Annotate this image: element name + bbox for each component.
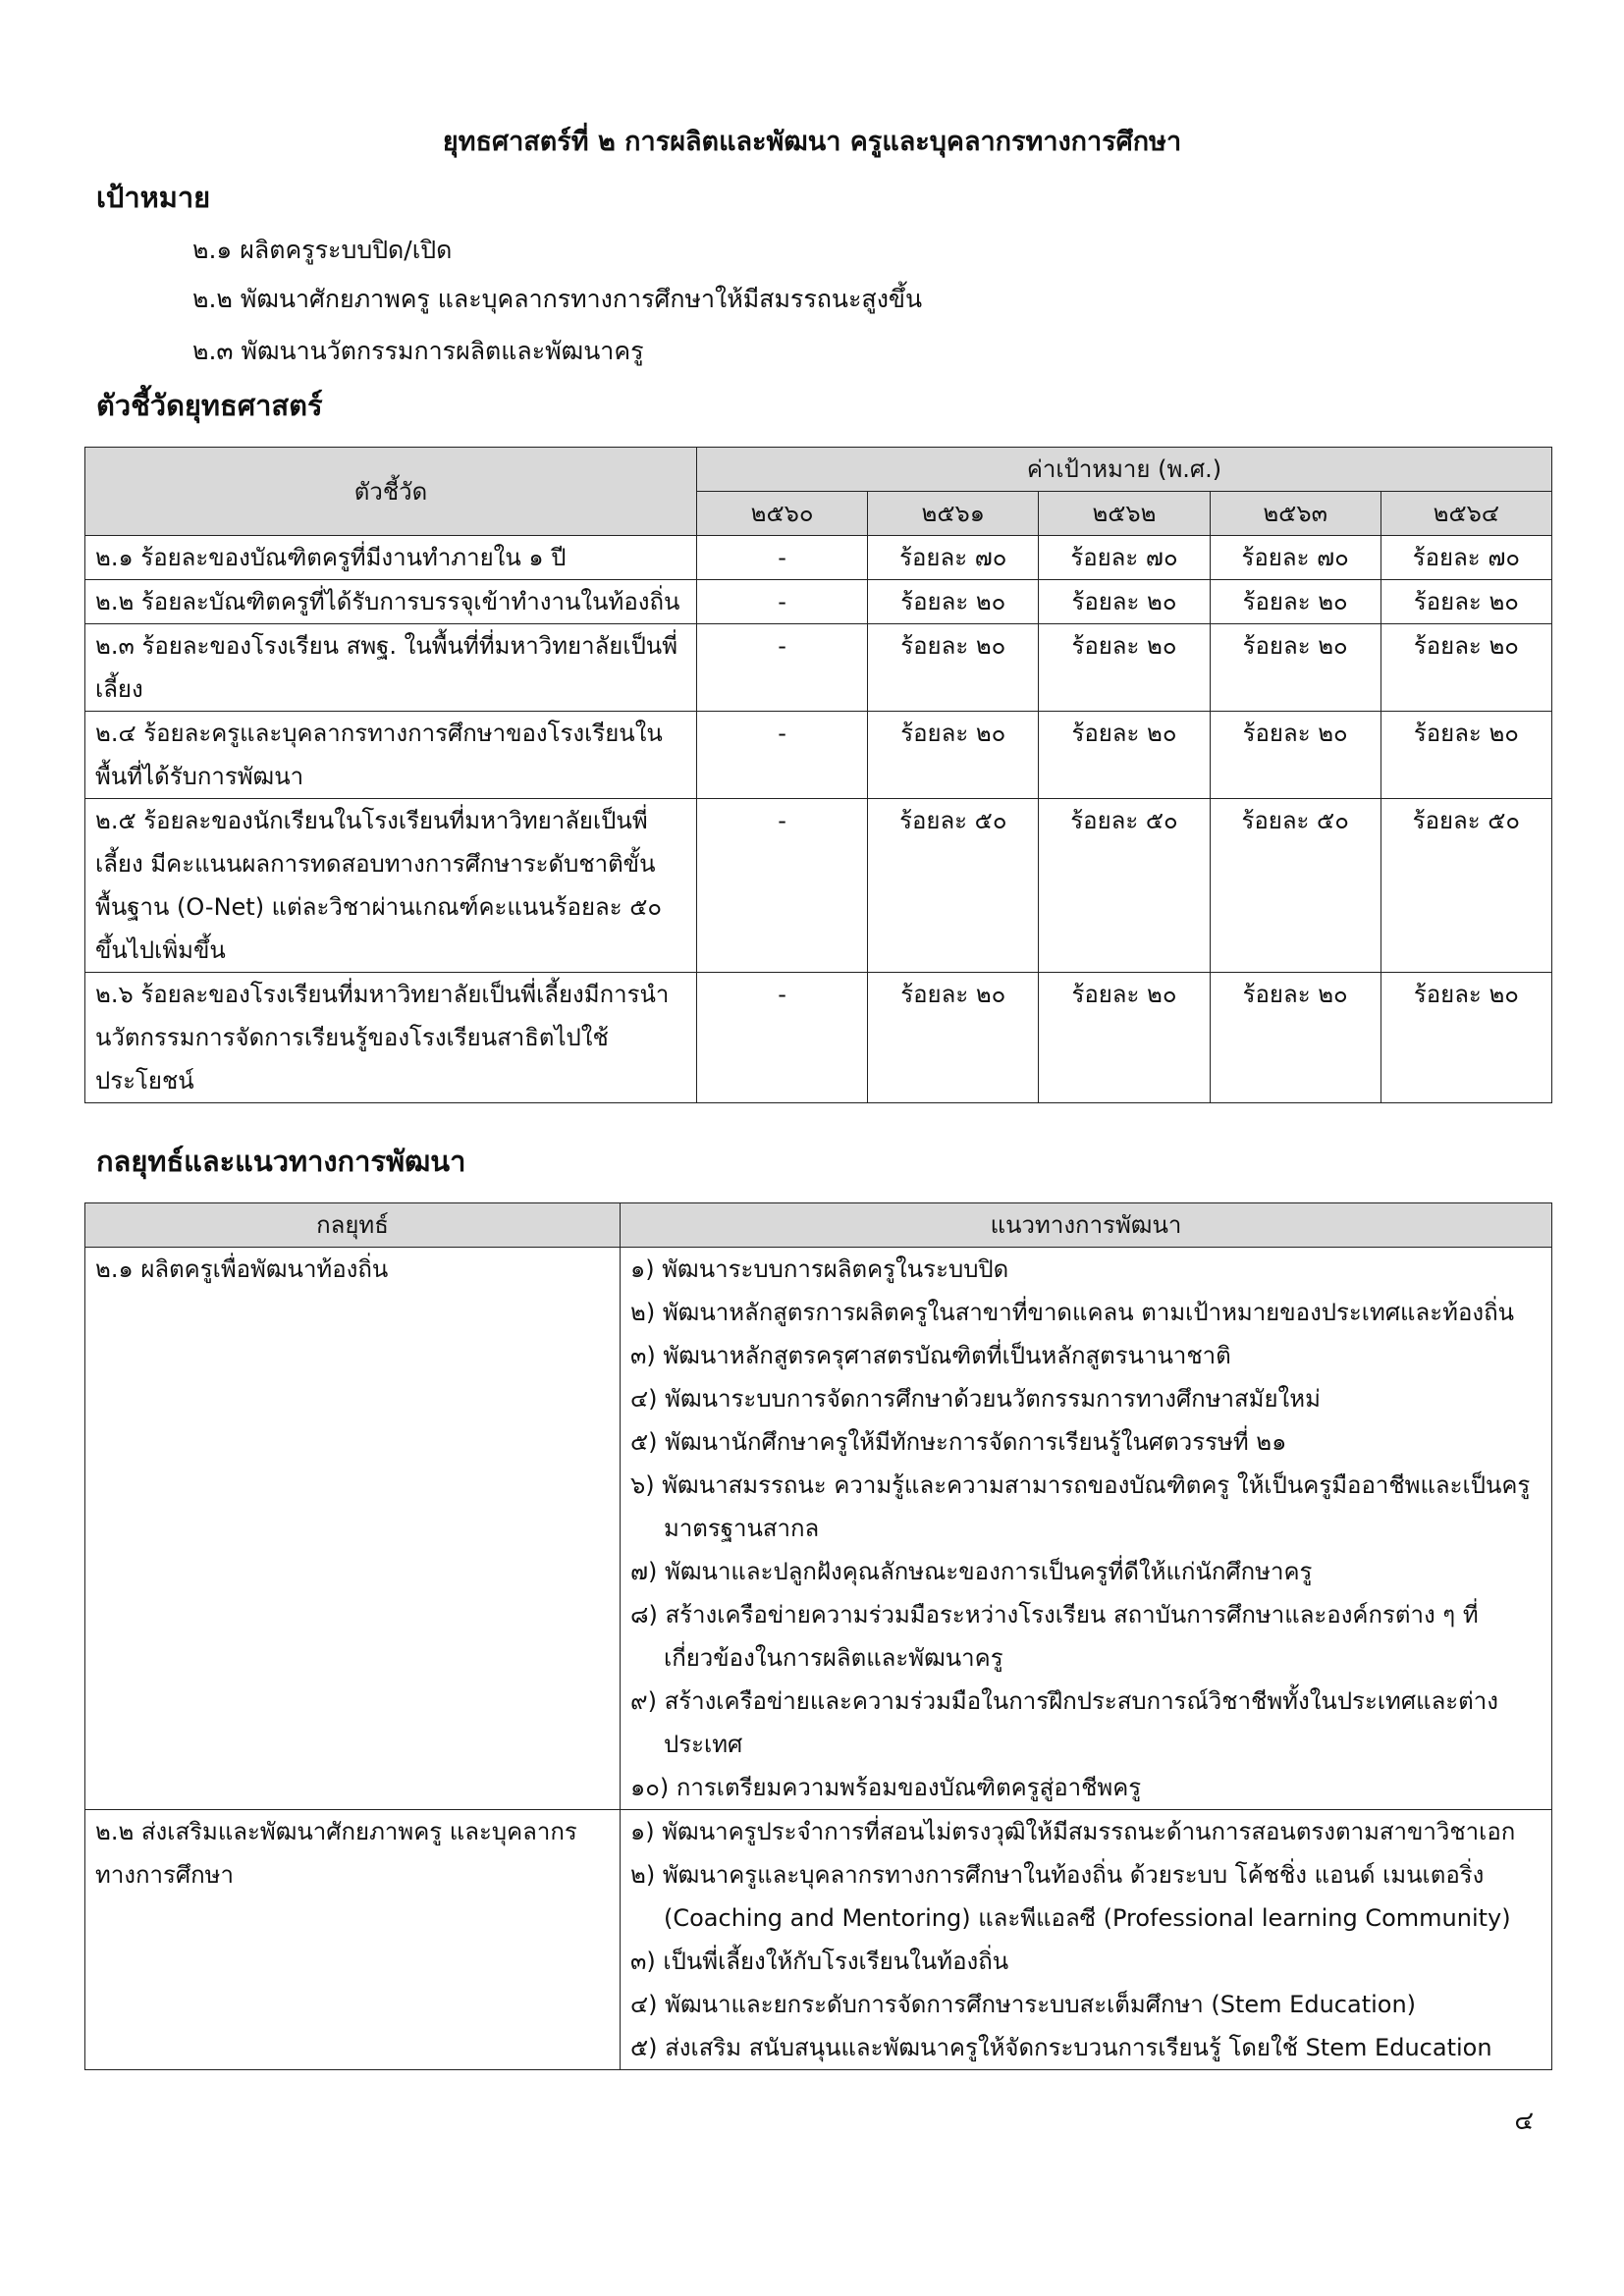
target-value: - <box>697 799 868 973</box>
indicator-label: ๒.๕ ร้อยละของนักเรียนในโรงเรียนที่มหาวิทยาลัยเป็นพี่เลี้ยง มีคะแนนผลการทดสอบทางการศึกษาระดับชาติขั้นพื้นฐาน (O-Net) แต่ละวิชาผ่านเกณฑ์คะแนนร้อยละ ๕๐ ขึ้นไปเพิ่มขึ้น <box>85 799 697 973</box>
target-value: ร้อยละ ๒๐ <box>1380 624 1551 712</box>
target-value: ร้อยละ ๒๐ <box>1210 973 1380 1103</box>
target-value: - <box>697 712 868 799</box>
goal-item: ๒.๑ ผลิตครูระบบปิด/เปิด <box>192 236 453 264</box>
indicator-row <box>85 580 1552 624</box>
guideline-column-header: แนวทางการพัฒนา <box>621 1203 1552 1248</box>
target-value: ร้อยละ ๗๐ <box>868 536 1039 580</box>
guideline-item: ๑) พัฒนาครูประจำการที่สอนไม่ตรงวุฒิให้มีสมรรถนะด้านการสอนตรงตามสาขาวิชาเอก <box>630 1818 1516 1845</box>
goal-item: ๒.๓ พัฒนานวัตกรรมการผลิตและพัฒนาครู <box>192 337 644 365</box>
target-value: - <box>697 536 868 580</box>
strategy-heading: กลยุทธ์และแนวทางการพัฒนา <box>96 1145 466 1178</box>
target-value: ร้อยละ ๗๐ <box>1039 536 1210 580</box>
target-value: ร้อยละ ๕๐ <box>1380 799 1551 973</box>
guideline-item: ๓) เป็นพี่เลี้ยงให้กับโรงเรียนในท้องถิ่น <box>630 1948 1009 1975</box>
target-value: ร้อยละ ๒๐ <box>1210 580 1380 624</box>
target-column-header: ค่าเป้าหมาย (พ.ศ.) <box>697 448 1552 492</box>
guideline-item: ๓) พัฒนาหลักสูตรครุศาสตรบัณฑิตที่เป็นหลักสูตรนานาชาติ <box>630 1342 1231 1369</box>
target-value: - <box>697 580 868 624</box>
guideline-item: ๗) พัฒนาและปลูกฝังคุณลักษณะของการเป็นครูที่ดีให้แก่นักศึกษาครู <box>630 1558 1313 1585</box>
goal-item: ๒.๒ พัฒนาศักยภาพครู และบุคลากรทางการศึกษาให้มีสมรรถนะสูงขึ้น <box>192 285 923 313</box>
target-value: ร้อยละ ๒๐ <box>1210 712 1380 799</box>
guideline-list <box>630 1248 1542 1809</box>
guideline-cell <box>621 1810 1552 2070</box>
target-value: ร้อยละ ๗๐ <box>1380 536 1551 580</box>
strategy-label: ๒.๒ ส่งเสริมและพัฒนาศักยภาพครู และบุคลากรทางการศึกษา <box>85 1810 621 2070</box>
guideline-cell <box>621 1248 1552 1810</box>
indicator-row <box>85 712 1552 799</box>
year-header: ๒๕๖๔ <box>1380 492 1551 536</box>
target-value: ร้อยละ ๒๐ <box>1380 973 1551 1103</box>
indicator-label: ๒.๔ ร้อยละครูและบุคลากรทางการศึกษาของโรงเรียนในพื้นที่ได้รับการพัฒนา <box>85 712 697 799</box>
guideline-list <box>630 1810 1542 2069</box>
target-value: ร้อยละ ๕๐ <box>868 799 1039 973</box>
target-value: ร้อยละ ๒๐ <box>1210 624 1380 712</box>
indicator-label: ๒.๓ ร้อยละของโรงเรียน สพฐ. ในพื้นที่ที่มหาวิทยาลัยเป็นพี่เลี้ยง <box>85 624 697 712</box>
guideline-item: ๒) พัฒนาครูและบุคลากรทางการศึกษาในท้องถิ่น ด้วยระบบ โค้ชชิ่ง แอนด์ เมนเตอริ่ง (Coaching and Mentoring) และพีแอลซี (Professional learning Community) <box>630 1861 1511 1932</box>
target-value: ร้อยละ ๒๐ <box>1380 580 1551 624</box>
target-value: ร้อยละ ๒๐ <box>1039 712 1210 799</box>
target-value: - <box>697 973 868 1103</box>
guideline-item: ๒) พัฒนาหลักสูตรการผลิตครูในสาขาที่ขาดแคลน ตามเป้าหมายของประเทศและท้องถิ่น <box>630 1299 1515 1326</box>
year-header: ๒๕๖๓ <box>1210 492 1380 536</box>
target-value: ร้อยละ ๒๐ <box>1039 973 1210 1103</box>
page-number: ๔ <box>1514 2107 1534 2136</box>
target-value: ร้อยละ ๒๐ <box>868 712 1039 799</box>
target-value: ร้อยละ ๒๐ <box>1039 580 1210 624</box>
indicator-label: ๒.๒ ร้อยละบัณฑิตครูที่ได้รับการบรรจุเข้าทำงานในท้องถิ่น <box>85 580 697 624</box>
indicator-table <box>84 447 1552 1103</box>
target-value: ร้อยละ ๕๐ <box>1210 799 1380 973</box>
year-header: ๒๕๖๒ <box>1039 492 1210 536</box>
target-value: ร้อยละ ๒๐ <box>868 624 1039 712</box>
strategy-row <box>85 1248 1552 1810</box>
guideline-item: ๔) พัฒนาและยกระดับการจัดการศึกษาระบบสะเต็มศึกษา (Stem Education) <box>630 1991 1417 2018</box>
indicators-heading: ตัวชี้วัดยุทธศาสตร์ <box>96 389 323 422</box>
target-value: ร้อยละ ๒๐ <box>868 973 1039 1103</box>
guideline-item: ๙) สร้างเครือข่ายและความร่วมมือในการฝึกประสบการณ์วิชาชีพทั้งในประเทศและต่างประเทศ <box>630 1687 1498 1758</box>
strategy-label: ๒.๑ ผลิตครูเพื่อพัฒนาท้องถิ่น <box>85 1248 621 1810</box>
guideline-item: ๕) พัฒนานักศึกษาครูให้มีทักษะการจัดการเรียนรู้ในศตวรรษที่ ๒๑ <box>630 1428 1287 1456</box>
target-value: ร้อยละ ๕๐ <box>1039 799 1210 973</box>
page-title: ยุทธศาสตร์ที่ ๒ การผลิตและพัฒนา ครูและบุคลากรทางการศึกษา <box>442 127 1182 157</box>
target-value: - <box>697 624 868 712</box>
year-header: ๒๕๖๑ <box>868 492 1039 536</box>
guideline-item: ๕) ส่งเสริม สนับสนุนและพัฒนาครูให้จัดกระบวนการเรียนรู้ โดยใช้ Stem Education <box>630 2034 1492 2061</box>
strategy-table <box>84 1202 1552 2070</box>
guideline-item: ๑๐) การเตรียมความพร้อมของบัณฑิตครูสู่อาชีพครู <box>630 1774 1142 1801</box>
year-header: ๒๕๖๐ <box>697 492 868 536</box>
goals-heading: เป้าหมาย <box>96 181 211 214</box>
target-value: ร้อยละ ๗๐ <box>1210 536 1380 580</box>
indicator-row <box>85 973 1552 1103</box>
guideline-item: ๑) พัฒนาระบบการผลิตครูในระบบปิด <box>630 1255 1009 1283</box>
indicator-row <box>85 799 1552 973</box>
indicator-row <box>85 624 1552 712</box>
strategy-row <box>85 1810 1552 2070</box>
guideline-item: ๘) สร้างเครือข่ายความร่วมมือระหว่างโรงเรียน สถาบันการศึกษาและองค์กรต่าง ๆ ที่เกี่ยวข้องในการผลิตและพัฒนาครู <box>630 1601 1479 1672</box>
indicator-label: ๒.๖ ร้อยละของโรงเรียนที่มหาวิทยาลัยเป็นพี่เลี้ยงมีการนำนวัตกรรมการจัดการเรียนรู้ของโรงเรียนสาธิตไปใช้ประโยชน์ <box>85 973 697 1103</box>
target-value: ร้อยละ ๒๐ <box>868 580 1039 624</box>
guideline-item: ๖) พัฒนาสมรรถนะ ความรู้และความสามารถของบัณฑิตครู ให้เป็นครูมืออาชีพและเป็นครูมาตรฐานสากล <box>630 1471 1531 1542</box>
guideline-item: ๔) พัฒนาระบบการจัดการศึกษาด้วยนวัตกรรมการทางศึกษาสมัยใหม่ <box>630 1385 1321 1413</box>
strategy-column-header: กลยุทธ์ <box>85 1203 621 1248</box>
indicator-label: ๒.๑ ร้อยละของบัณฑิตครูที่มีงานทำภายใน ๑ ปี <box>85 536 697 580</box>
target-value: ร้อยละ ๒๐ <box>1039 624 1210 712</box>
target-value: ร้อยละ ๒๐ <box>1380 712 1551 799</box>
indicator-row <box>85 536 1552 580</box>
indicator-column-header: ตัวชี้วัด <box>85 448 697 536</box>
